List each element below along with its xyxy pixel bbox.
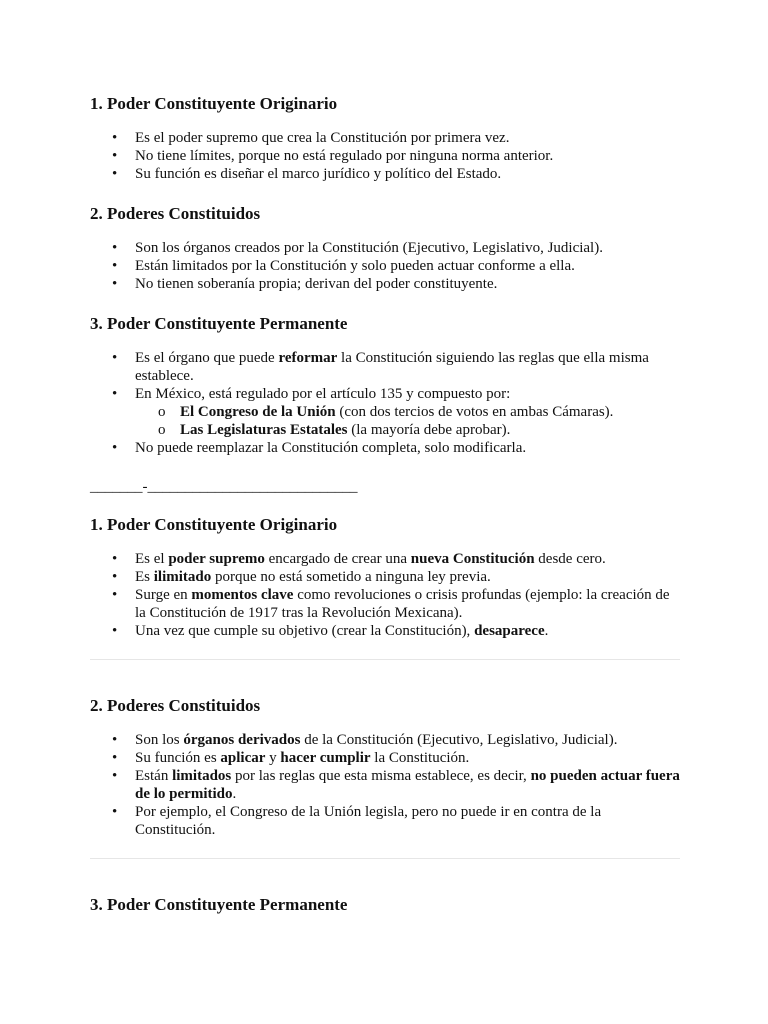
text: desde cero. — [534, 551, 606, 567]
bold-text: El Congreso de la Unión — [180, 404, 336, 420]
list-item — [90, 767, 680, 803]
list-item — [90, 385, 680, 439]
list-item — [90, 731, 680, 749]
section-heading: 1. Poder Constituyente Originario — [90, 515, 338, 534]
text: . — [232, 786, 237, 802]
text: Surge en — [135, 587, 192, 603]
text: (la mayoría debe aprobar). — [347, 422, 511, 438]
section-heading: 2. Poderes Constituidos — [90, 696, 261, 715]
text: encargado de crear una — [264, 551, 411, 567]
text: Su función es — [135, 750, 221, 766]
text: (con dos tercios de votos en ambas Cámaras). — [335, 404, 614, 420]
section-heading: 3. Poder Constituyente Permanente — [90, 314, 348, 333]
list-item: • No tiene límites, porque no está regulado por ninguna norma anterior. — [90, 147, 680, 165]
list-item: • Por ejemplo, el Congreso de la Unión legisla, pero no puede ir en contra de la Constitución. — [90, 803, 680, 839]
list-item: • No tienen soberanía propia; derivan del poder constituyente. — [90, 275, 680, 293]
section-constituidos-1 — [90, 203, 680, 293]
horizontal-rule — [90, 858, 680, 859]
bold-text: hacer cumplir — [280, 750, 371, 766]
text: la Constitución. — [370, 750, 470, 766]
bullet-list — [90, 731, 680, 839]
list-item: • Son los órganos creados por la Constitución (Ejecutivo, Legislativo, Judicial). — [90, 239, 680, 257]
text: Es el órgano que puede — [135, 350, 279, 366]
list-item — [90, 349, 680, 385]
list-item: • Su función es diseñar el marco jurídico y político del Estado. — [90, 165, 680, 183]
horizontal-rule — [90, 659, 680, 660]
section-heading: 1. Poder Constituyente Originario — [90, 94, 338, 113]
bullet-list — [90, 550, 680, 640]
bold-text: poder supremo — [168, 551, 265, 567]
section-originario-2 — [90, 514, 680, 640]
bold-text: Las Legislaturas Estatales — [180, 422, 348, 438]
text: . — [544, 623, 549, 639]
section-originario-1 — [90, 93, 680, 183]
bold-text: aplicar — [220, 750, 266, 766]
bold-text: no pueden actuar fuera de lo permitido — [135, 768, 680, 802]
bold-text: desaparece — [474, 623, 545, 639]
list-item: • Es el poder supremo que crea la Constitución por primera vez. — [90, 129, 680, 147]
list-item — [90, 622, 680, 640]
bold-text: nueva Constitución — [410, 551, 535, 567]
bold-text: limitados — [172, 768, 232, 784]
section-permanente-1 — [90, 313, 680, 457]
text: y — [265, 750, 281, 766]
section-permanente-2 — [90, 894, 680, 916]
bold-text: ilimitado — [153, 569, 212, 585]
text: Son los — [135, 732, 184, 748]
bold-text: reformar — [278, 350, 338, 366]
list-item — [90, 568, 680, 586]
text: como revoluciones o crisis profundas (ejemplo: la creación de la Constitución de 1917 tras la Revolución Mexicana). — [135, 587, 670, 621]
text: la Constitución siguiendo las reglas que ella misma establece. — [135, 350, 649, 384]
text: porque no está sometido a ninguna ley previa. — [211, 569, 491, 585]
section-constituidos-2 — [90, 695, 680, 839]
text: En México, está regulado por el artículo 135 y compuesto por: — [135, 386, 511, 402]
text: de la Constitución (Ejecutivo, Legislativo, Judicial). — [300, 732, 618, 748]
text: Es — [135, 569, 154, 585]
list-item — [90, 749, 680, 767]
sub-list-item — [90, 421, 680, 439]
sub-list — [135, 403, 680, 439]
list-item: • No puede reemplazar la Constitución completa, solo modificarla. — [90, 439, 680, 457]
text: Una vez que cumple su objetivo (crear la Constitución), — [135, 623, 475, 639]
section-heading: 3. Poder Constituyente Permanente — [90, 895, 348, 914]
sub-list-item — [90, 403, 680, 421]
text: por las reglas que esta misma establece, es decir, — [231, 768, 531, 784]
list-item — [90, 550, 680, 568]
bullet-list — [90, 129, 680, 183]
bullet-list — [90, 349, 680, 457]
section-heading: 2. Poderes Constituidos — [90, 204, 261, 223]
text: Están — [135, 768, 173, 784]
bold-text: órganos derivados — [183, 732, 301, 748]
bold-text: momentos clave — [191, 587, 294, 603]
text: Es el — [135, 551, 169, 567]
bullet-list — [90, 239, 680, 293]
separator-line: _______-____________________________ — [90, 479, 358, 495]
list-item: • Están limitados por la Constitución y solo pueden actuar conforme a ella. — [90, 257, 680, 275]
list-item — [90, 586, 680, 622]
